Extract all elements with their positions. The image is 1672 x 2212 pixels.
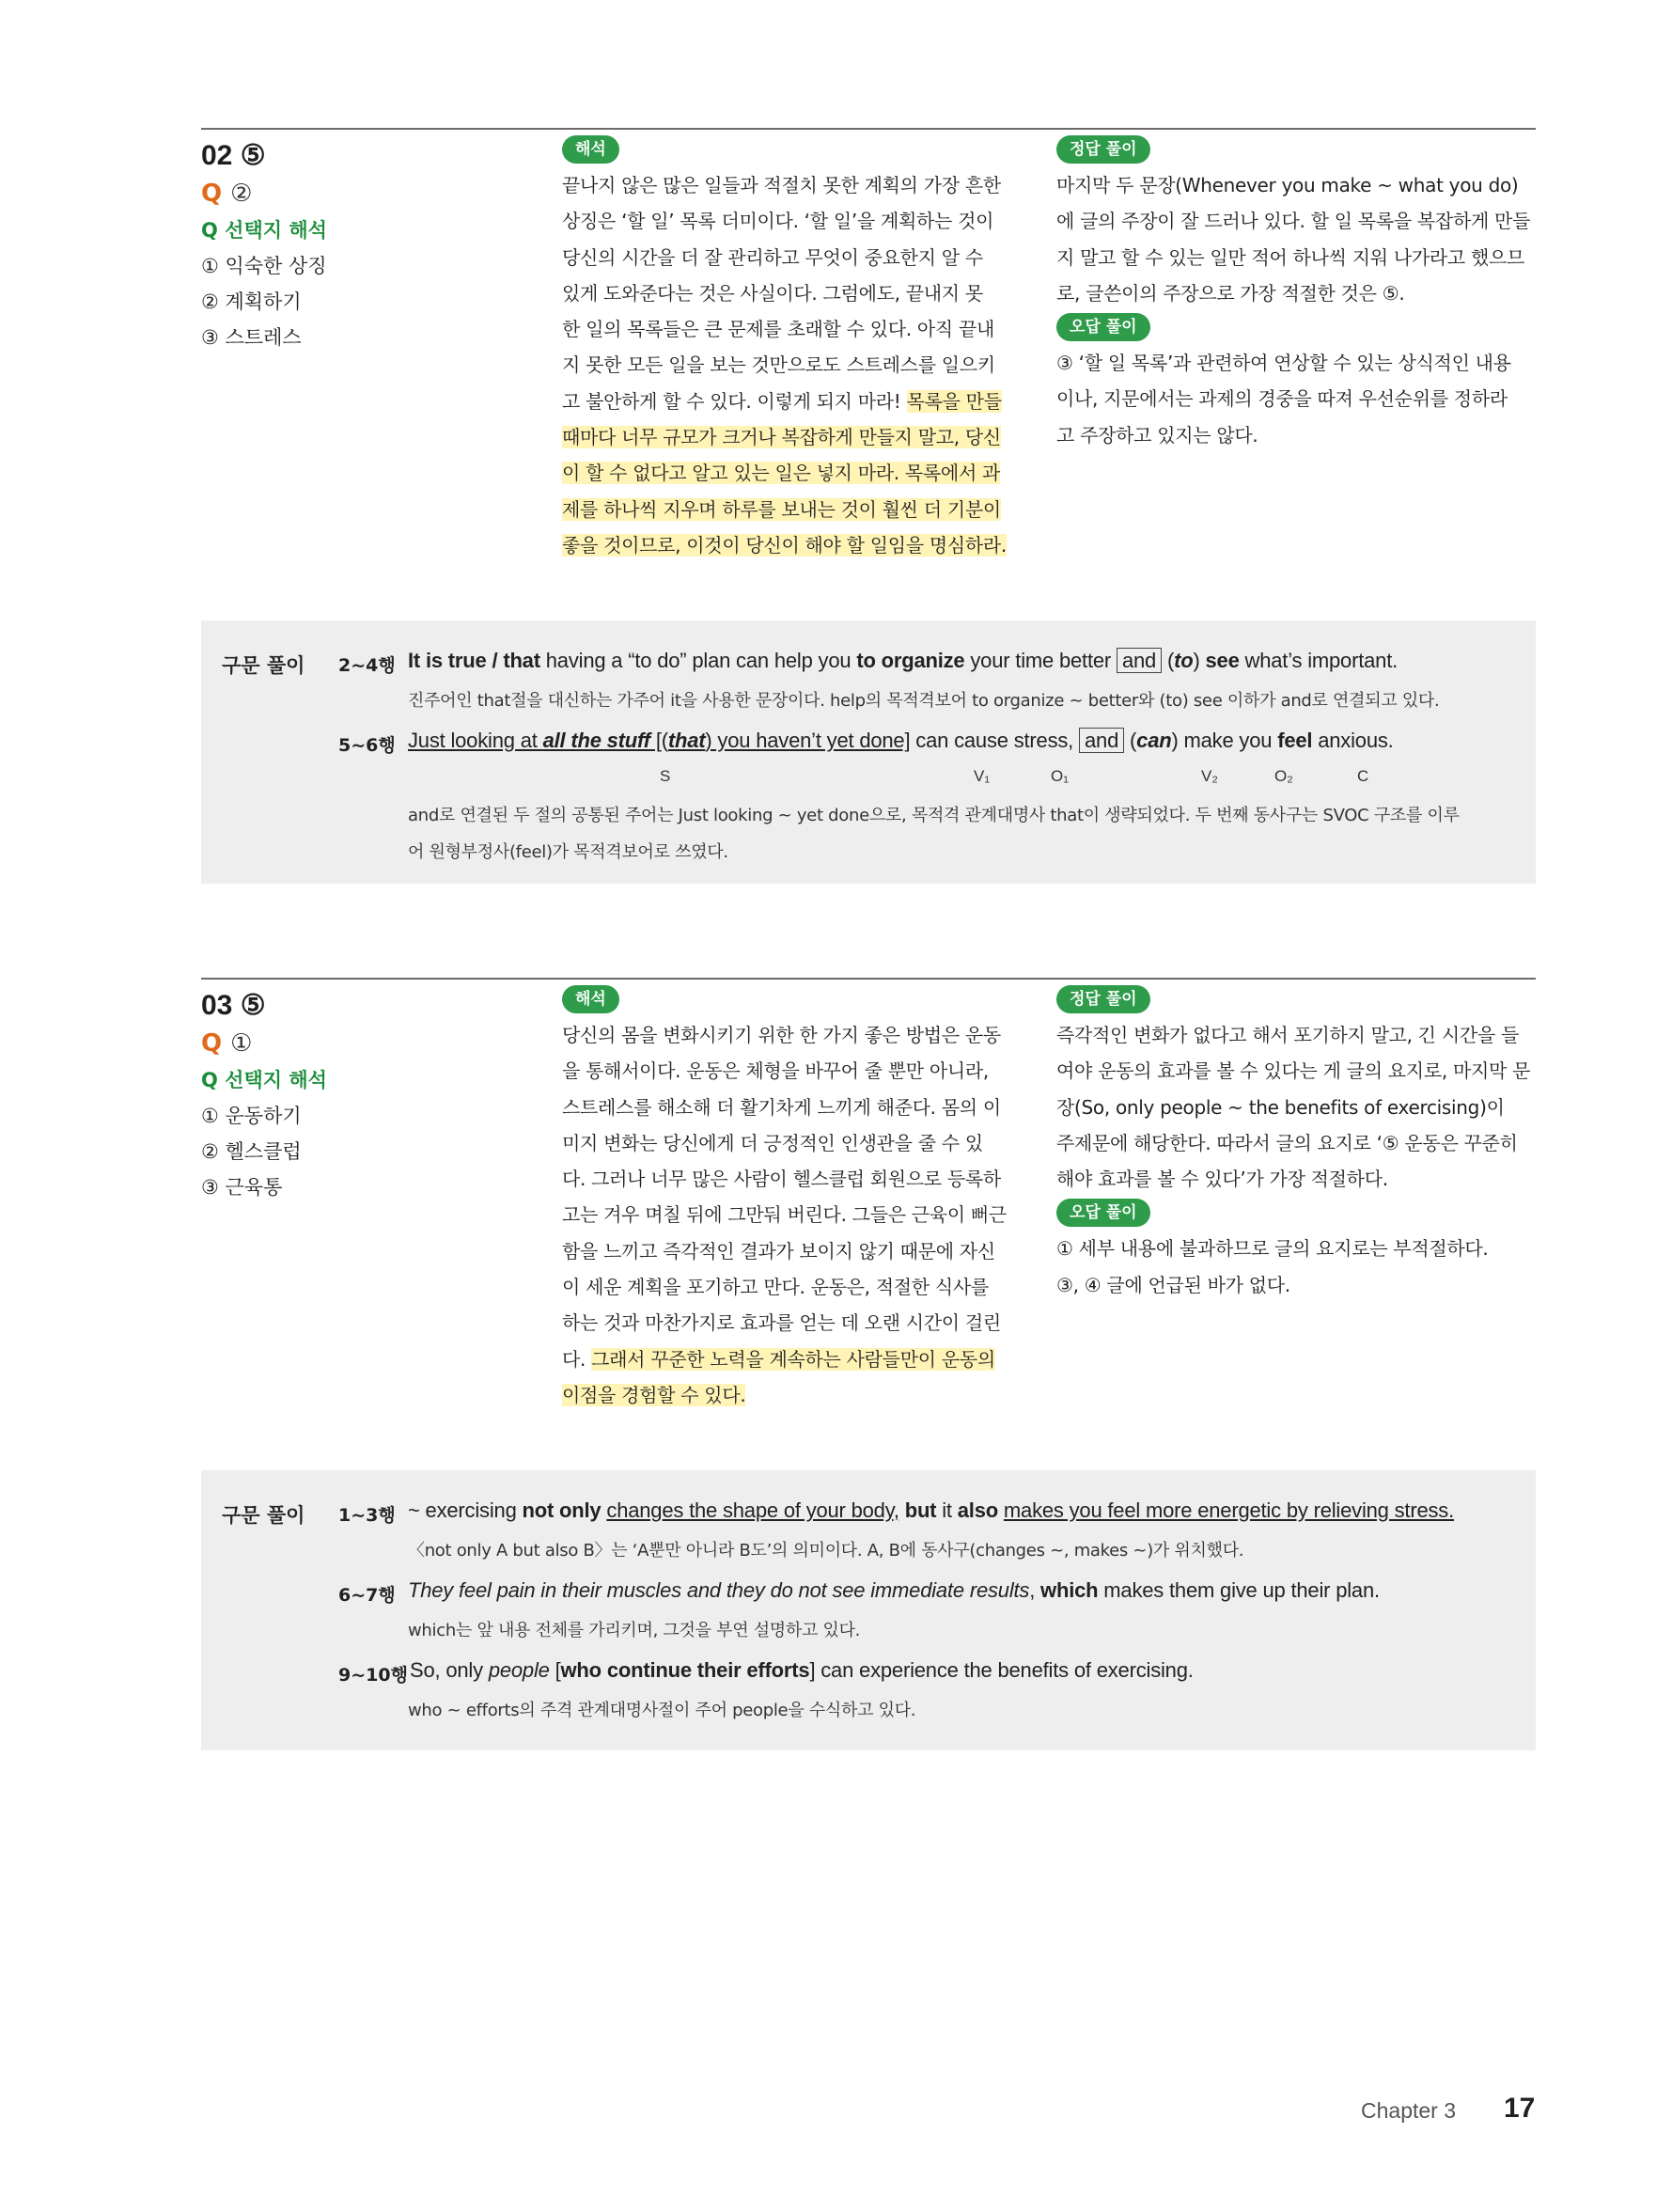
highlighted-text: 때마다 너무 규모가 크거나 복잡하게 만들지 말고, 당신	[562, 426, 1001, 449]
sentence-part: anxious.	[1312, 729, 1394, 752]
sentence-part: which	[1040, 1578, 1099, 1602]
text-line: 즉각적인 변화가 없다고 해서 포기하지 말고, 긴 시간을 들	[1056, 1024, 1519, 1046]
sentence-part: all the stuff	[542, 729, 650, 752]
wrong-answer-tag: 오답 풀이	[1056, 1199, 1150, 1227]
sentence-part: ) you haven’t yet done]	[705, 729, 911, 752]
text-line: 고는 겨우 며칠 뒤에 그만둬 버린다. 그들은 근육이 뻐근	[562, 1203, 1007, 1227]
text-line: ③ ‘할 일 목록’과 관련하여 연상할 수 있는 상식적인 내용	[1056, 352, 1511, 375]
choice-translation-item: ② 계획하기	[201, 290, 302, 313]
sentence-part: can cause stress,	[910, 729, 1074, 752]
sentence-part: it	[936, 1498, 958, 1522]
text-line	[562, 1377, 1024, 1413]
sentence-part: ] can experience the benefits of exercising.	[809, 1658, 1194, 1682]
grammar-sentence	[408, 729, 1394, 753]
text-line: 함을 느끼고 즉각적인 결과가 보이지 않기 때문에 자신	[562, 1239, 995, 1263]
underlined-verb-phrase: changes the shape of your body,	[606, 1498, 899, 1522]
sentence-part: having a “to do” plan can help you	[539, 649, 857, 672]
sentence-part: (	[1124, 729, 1137, 752]
choice-translation-item: ① 운동하기	[201, 1105, 302, 1127]
sentence-part: see	[1205, 649, 1240, 672]
grammar-note: and로 연결된 두 절의 공통된 주어는 Just looking ~ yet done으로, 목적격 관계대명사 that이 생략되었다. 두 번째 동사구는 SVOC 구조를 이루	[408, 806, 1460, 825]
choice-translation-item: ② 헬스클럽	[201, 1140, 302, 1163]
grammar-note: 〈not only A but also B〉는 ‘A뿐만 아니라 B도’의 의미이다. A, B에 동사구(changes ~, makes ~)가 위치했다.	[408, 1541, 1244, 1561]
mark-s: S	[660, 767, 671, 785]
grammar-note: 어 원형부정사(feel)가 목적격보어로 쓰였다.	[408, 842, 728, 862]
line-reference: 6~7행	[338, 1585, 396, 1606]
question-number: 02 ⑤	[201, 140, 266, 171]
sentence-part: not only	[522, 1498, 602, 1522]
choice-translation-item: ③ 근육통	[201, 1176, 283, 1199]
highlighted-text: 이 할 수 없다고 알고 있는 일은 넣지 마라. 목록에서 과	[562, 462, 1001, 485]
grammar-note: 진주어인 that절을 대신하는 가주어 it을 사용한 문장이다. help의 목적격보어 to organize ~ better와 (to) see 이하가 and로 연결되고 있다.	[408, 691, 1440, 711]
boxed-conjunction: and	[1079, 728, 1124, 753]
sentence-part: your time better	[964, 649, 1117, 672]
grammar-label: 구문 풀이	[222, 654, 305, 677]
highlighted-text: 좋을 것이므로, 이것이 당신이 해야 할 일임을 명심하라.	[562, 533, 1007, 557]
text-line: 있게 도와준다는 것은 사실이다. 그럼에도, 끝내지 못	[562, 281, 983, 305]
grammar-sentence	[410, 1658, 1194, 1683]
q-label: Q	[201, 1029, 223, 1058]
interpretation-tag: 해석	[562, 135, 619, 164]
text-line: 다. 그러나 너무 많은 사람이 헬스클럽 회원으로 등록하	[562, 1168, 1001, 1191]
boxed-conjunction: and	[1117, 648, 1162, 673]
section-divider	[201, 978, 1536, 980]
sentence-part: It is true /	[408, 649, 504, 672]
text-line: 이 세운 계획을 포기하고 만다. 운동은, 적절한 식사를	[562, 1276, 989, 1299]
text-line: 여야 운동의 효과를 볼 수 있다는 게 글의 요지로, 마지막 문	[1056, 1059, 1531, 1083]
section-divider	[201, 128, 1536, 130]
sentence-part: ) make you	[1171, 729, 1278, 752]
wrong-answer-text	[1056, 1231, 1536, 1303]
sentence-part: Just looking at	[408, 729, 543, 752]
text-line: 끝나지 않은 많은 일들과 적절치 못한 계획의 가장 흔한	[562, 174, 1001, 196]
sentence-part: )	[1193, 649, 1206, 672]
text-line: 을 통해서이다. 운동은 체형을 바꾸어 줄 뿐만 아니라,	[562, 1059, 989, 1083]
answer-explanation-text	[1056, 167, 1536, 311]
highlighted-text: 제를 하나씩 지우며 하루를 보내는 것이 훨씬 더 기분이	[562, 497, 1001, 521]
interpretation-text	[562, 1017, 1024, 1413]
text-line: ③, ④ 글에 언급된 바가 없다.	[1056, 1273, 1290, 1296]
interpretation-tag: 해석	[562, 985, 619, 1013]
choice-translation-title: Q 선택지 해석	[201, 1069, 327, 1091]
sentence-part: ,	[1029, 1578, 1041, 1602]
grammar-box-02	[201, 620, 1536, 884]
underlined-verb-phrase: makes you feel more energetic by relieving stress.	[1003, 1498, 1455, 1522]
sentence-part: who continue their efforts	[560, 1658, 810, 1682]
sentence-part: to organize	[856, 649, 965, 672]
mark-c: C	[1357, 767, 1369, 785]
answer-explanation-block	[1056, 135, 1536, 453]
sentence-part: feel	[1277, 729, 1313, 752]
text-line: 상징은 ‘할 일’ 목록 더미이다. ‘할 일’을 계획하는 것이	[562, 210, 994, 233]
q-answer	[201, 175, 521, 212]
line-reference: 5~6행	[338, 735, 396, 756]
mark-o2: O₂	[1274, 767, 1293, 785]
grammar-sentence	[408, 1578, 1380, 1603]
text-line: 해야 효과를 볼 수 있다’가 가장 적절하다.	[1056, 1168, 1388, 1191]
grammar-sentence	[408, 649, 1398, 673]
text-line: 장(So, only people ~ the benefits of exercising)이	[1056, 1095, 1505, 1119]
sentence-part: what’s important.	[1239, 649, 1399, 672]
wrong-answer-tag: 오답 풀이	[1056, 313, 1150, 341]
answer-explanation-block	[1056, 985, 1536, 1303]
text-line	[562, 384, 1024, 419]
sentence-part: that	[503, 649, 540, 672]
text-line: 하는 것과 마찬가지로 효과를 얻는 데 오랜 시간이 걸린	[562, 1311, 1001, 1335]
q-answer	[201, 1025, 521, 1062]
grammar-note: who ~ efforts의 주격 관계대명사절이 주어 people을 수식하고 있다.	[408, 1701, 916, 1720]
sentence-part: [(	[649, 729, 668, 752]
highlighted-text: 이점을 경험할 수 있다.	[562, 1383, 746, 1406]
sentence-part: but	[899, 1498, 937, 1522]
text-line	[562, 455, 1024, 491]
text-line: 미지 변화는 당신에게 더 긍정적인 인생관을 줄 수 있	[562, 1131, 983, 1154]
grammar-box-03	[201, 1470, 1536, 1750]
choice-translation-item: ① 익숙한 상징	[201, 255, 327, 277]
subject-underline	[408, 729, 910, 752]
grammar-role-marks	[201, 767, 1536, 790]
choice-translation-item: ③ 스트레스	[201, 326, 302, 349]
sentence-part: to	[1174, 649, 1194, 672]
text-line: 한 일의 목록들은 큰 문제를 초래할 수 있다. 아직 끝내	[562, 318, 994, 341]
grammar-label: 구문 풀이	[222, 1504, 305, 1527]
question-03-summary	[201, 987, 521, 1205]
text-line: 에 글의 주장이 잘 드러나 있다. 할 일 목록을 복잡하게 만들	[1056, 210, 1531, 233]
line-reference: 2~4행	[338, 655, 396, 676]
question-number: 03 ⑤	[201, 990, 266, 1021]
sentence-part: They feel pain in their muscles and they do not see immediate results	[408, 1578, 1030, 1602]
sentence-part: So, only	[410, 1658, 489, 1682]
text-line	[562, 492, 1024, 527]
answer-explanation-tag: 정답 풀이	[1056, 985, 1150, 1013]
text-line: 마지막 두 문장(Whenever you make ~ what you do)	[1056, 174, 1519, 196]
grammar-note: which는 앞 내용 전체를 가리키며, 그것을 부연 설명하고 있다.	[408, 1621, 861, 1640]
answer-explanation-text	[1056, 1017, 1536, 1197]
q-answer-value: ②	[230, 180, 253, 208]
text-line: 이나, 지문에서는 과제의 경중을 따져 우선순위를 정하라	[1056, 387, 1508, 411]
text-line: 당신의 몸을 변화시키기 위한 한 가지 좋은 방법은 운동	[562, 1024, 1001, 1046]
wrong-answer-text	[1056, 345, 1536, 453]
text-line: 지 말고 할 수 있는 일만 적어 하나씩 지워 나가라고 했으므	[1056, 245, 1525, 269]
choice-translation-title: Q 선택지 해석	[201, 219, 327, 242]
page-number: 17	[1504, 2093, 1536, 2124]
answer-explanation-tag: 정답 풀이	[1056, 135, 1150, 164]
text-span: 고 불안하게 할 수 있다. 이렇게 되지 마라!	[562, 389, 907, 413]
sentence-part: that	[667, 729, 706, 752]
question-02-summary	[201, 137, 521, 355]
highlighted-text: 그래서 꾸준한 노력을 계속하는 사람들만이 운동의	[591, 1347, 995, 1371]
question-03-section	[201, 978, 1536, 1448]
chapter-label: Chapter 3	[1361, 2098, 1457, 2123]
sentence-part: (	[1162, 649, 1175, 672]
interpretation-block	[562, 985, 1024, 1413]
text-line: 지 못한 모든 일을 보는 것만으로도 스트레스를 일으키	[562, 353, 995, 377]
text-line: ① 세부 내용에 불과하므로 글의 요지로는 부적절하다.	[1056, 1237, 1489, 1261]
q-label: Q	[201, 180, 223, 208]
sentence-part: [	[549, 1658, 561, 1682]
sentence-part: people	[488, 1658, 550, 1682]
text-line	[562, 419, 1024, 455]
sentence-part: ~ exercising	[408, 1498, 523, 1522]
sentence-part: can	[1136, 729, 1172, 752]
text-line: 스트레스를 해소해 더 활기차게 느끼게 해준다. 몸의 이	[562, 1095, 1001, 1119]
text-line: 로, 글쓴이의 주장으로 가장 적절한 것은 ⑤.	[1056, 281, 1405, 305]
line-reference: 9~10행	[338, 1665, 408, 1686]
text-line: 주제문에 해당한다. 따라서 글의 요지로 ‘⑤ 운동은 꾸준히	[1056, 1131, 1518, 1154]
text-line: 고 주장하고 있지는 않다.	[1056, 423, 1258, 447]
text-line	[562, 1341, 1024, 1377]
question-02-section	[201, 128, 1536, 579]
sentence-part: also	[957, 1498, 998, 1522]
interpretation-block	[562, 135, 1024, 563]
text-line: 당신의 시간을 더 잘 관리하고 무엇이 중요한지 알 수	[562, 245, 983, 269]
highlighted-text: 목록을 만들	[906, 389, 1002, 413]
q-answer-value: ①	[230, 1029, 253, 1058]
line-reference: 1~3행	[338, 1505, 396, 1526]
text-span: 다.	[562, 1347, 592, 1371]
mark-o1: O₁	[1051, 767, 1069, 785]
mark-v2: V₂	[1201, 767, 1218, 785]
grammar-sentence	[408, 1498, 1454, 1523]
sentence-part: makes them give up their plan.	[1098, 1578, 1380, 1602]
text-line	[562, 527, 1024, 563]
mark-v1: V₁	[974, 767, 991, 785]
interpretation-text	[562, 167, 1024, 563]
